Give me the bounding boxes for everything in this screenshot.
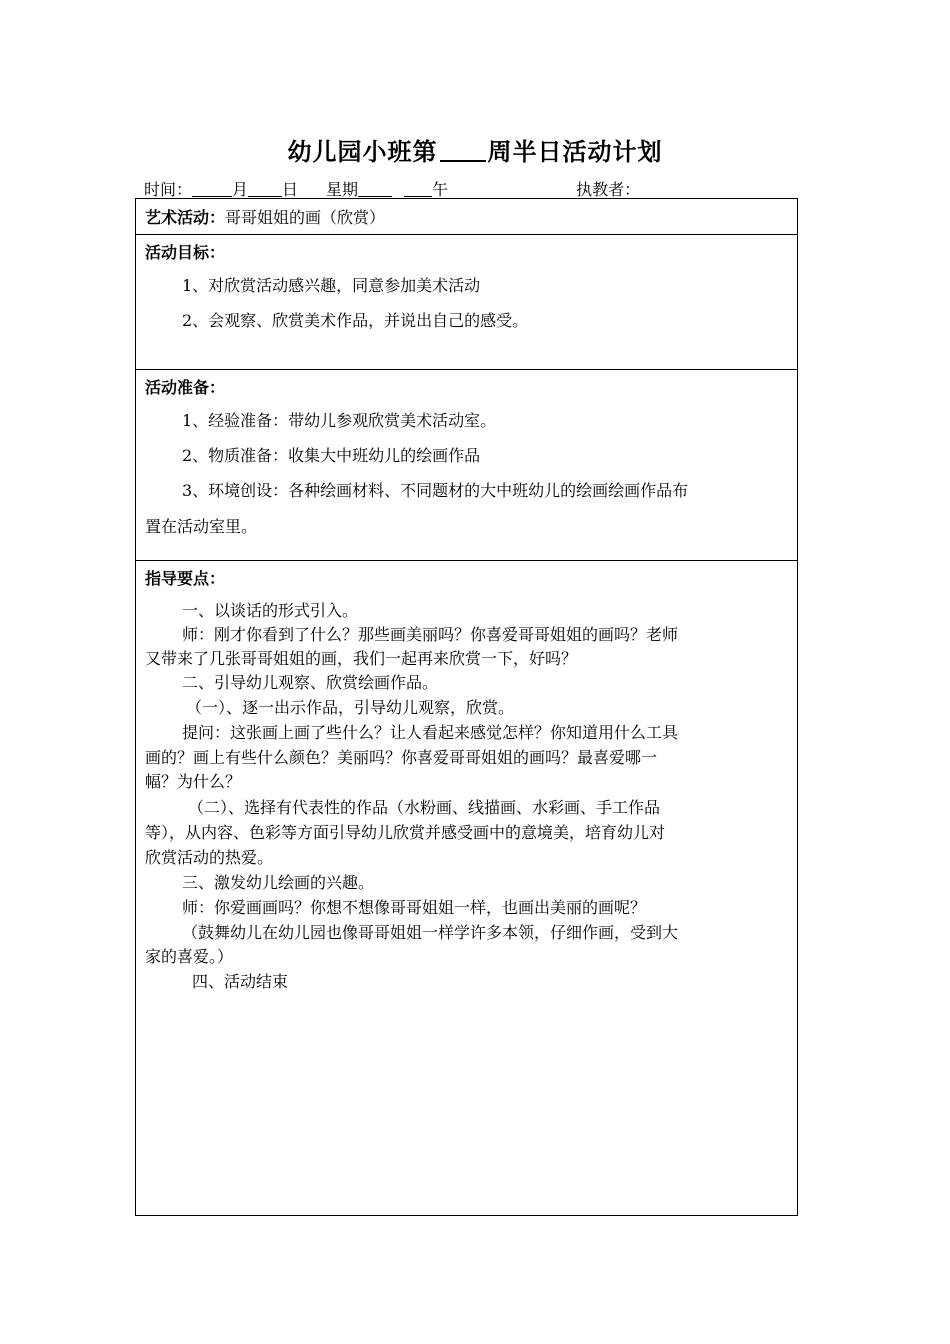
plan-table [135,198,798,1216]
guidance-section [136,561,797,1215]
preparation-item: 置在活动室里。 [145,517,258,536]
week-label: 星期 [326,180,359,199]
month-label: 月 [232,180,249,199]
guidance-line: （二）、选择有代表性的作品（水粉画、线描画、水彩画、手工作品 [188,798,661,817]
activity-label: 艺术活动： [145,208,226,227]
preparation-item: 2、物质准备：收集大中班幼儿的绘画作品 [182,446,481,465]
guidance-line: 师：刚才你看到了什么？那些画美丽吗？你喜爱哥哥姐姐的画吗？老师 [182,625,679,644]
title-prefix: 幼儿园小班第 [287,138,438,166]
guidance-line: 提问：这张画上画了些什么？让人看起来感觉怎样？你知道用什么工具 [182,723,679,742]
meta-line [144,177,804,200]
preparation-item: 3、环境创设：各种绘画材料、不同题材的大中班幼儿的绘画绘画作品布 [182,481,689,500]
goals-heading: 活动目标： [145,243,226,262]
goal-item: 2、会观察、欣赏美术作品，并说出自己的感受。 [182,311,529,330]
time-label: 时间： [144,180,193,199]
guidance-heading: 指导要点： [145,569,226,588]
day-blank [248,180,282,197]
goals-section [136,235,797,370]
guidance-line: 又带来了几张哥哥姐姐的画，我们一起再来欣赏一下，好吗？ [145,649,578,668]
page-title [0,132,950,167]
day-label: 日 [282,180,299,199]
noon-blank [404,180,432,197]
preparation-section [136,370,797,561]
guidance-line: 四、活动结束 [192,972,289,991]
activity-name: 哥哥姐姐的画（欣赏） [225,208,386,227]
guidance-line: 家的喜爱。） [145,947,234,966]
guidance-line: 师：你爱画画吗？你想不想像哥哥姐姐一样，也画出美丽的画呢？ [182,898,647,917]
guidance-line: 幅？为什么？ [145,772,242,791]
guidance-line: 三、激发幼儿绘画的兴趣。 [182,873,375,892]
month-blank [192,180,232,197]
preparation-item: 1、经验准备：带幼儿参观欣赏美术活动室。 [182,411,497,430]
guidance-line: 二、引导幼儿观察、欣赏绘画作品。 [182,673,439,692]
noon-label: 午 [432,180,449,199]
teacher-label: 执教者： [576,180,641,199]
guidance-line: 欣赏活动的热爱。 [145,848,274,867]
title-suffix: 周半日活动计划 [487,138,663,166]
preparation-heading: 活动准备： [145,378,226,397]
week-number-blank [440,138,486,162]
guidance-line: 画的？画上有些什么颜色？美丽吗？你喜爱哥哥姐姐的画吗？最喜爱哪一 [145,748,658,767]
guidance-line: 等），从内容、色彩等方面引导幼儿欣赏并感受画中的意境美，培育幼儿对 [145,823,666,842]
goal-item: 1、对欣赏活动感兴趣，同意参加美术活动 [182,276,481,295]
guidance-line: （鼓舞幼儿在幼儿园也像哥哥姐姐一样学许多本领，仔细作画，受到大 [182,923,679,942]
guidance-line: 一、以谈话的形式引入。 [182,601,359,620]
guidance-line: （一）、逐一出示作品，引导幼儿观察，欣赏。 [186,698,515,717]
weekday-blank [358,180,392,197]
activity-row [136,199,797,235]
